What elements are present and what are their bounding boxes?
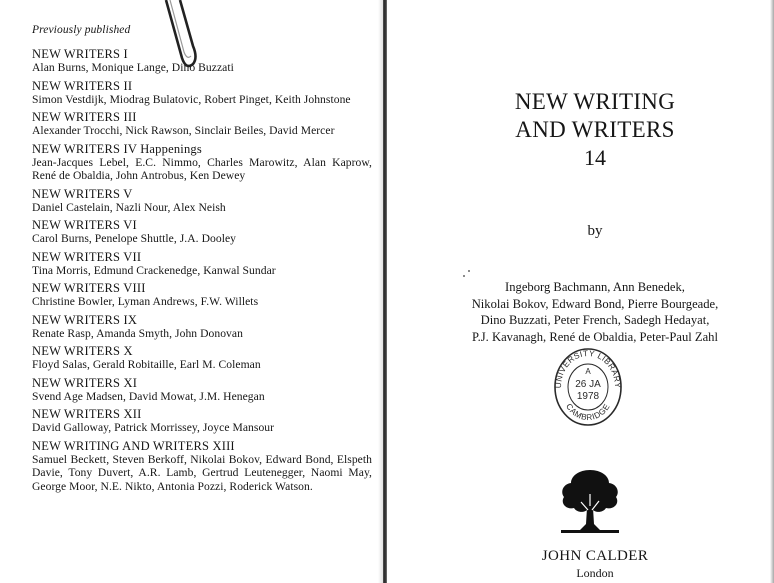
stamp-year: 1978 [576, 391, 600, 402]
volume-entry [32, 218, 372, 246]
volume-authors: Alan Burns, Monique Lange, Dino Buzzati [32, 61, 234, 74]
volume-title: NEW WRITERS II [32, 78, 133, 93]
title-line-2: AND WRITERS [515, 117, 675, 142]
volume-authors: Daniel Castelain, Nazli Nour, Alex Neish [32, 200, 226, 214]
contributor-line: Dino Buzzati, Peter French, Sadegh Hedayat, [480, 313, 710, 327]
volume-entry [32, 313, 372, 341]
volume-title: NEW WRITERS VIII [32, 281, 146, 295]
volume-title: NEW WRITERS XI [32, 375, 138, 390]
stamp-top-text: UNIVERSITY LIBRARY [553, 348, 623, 389]
paper-clip-icon [160, 0, 200, 72]
book-gutter [383, 0, 387, 583]
contributor-line: Nikolai Bokov, Edward Bond, Pierre Bourgeade, [471, 296, 719, 311]
stamp-date: 26 JA [575, 379, 601, 390]
volume-authors: Samuel Beckett, Steven Berkoff, Nikolai Bokov, Edward Bond, Elspeth Davie, Tony Duvert, A.R. Lamb, Gertrud Leutenegger, Naomi May, George Moor, N.E. Nikto, Antonia Pozzi, Roderick Watson. [32, 452, 372, 493]
volume-title: NEW WRITERS VII [32, 249, 142, 264]
volume-entry [32, 344, 372, 372]
volume-number: 14 [584, 145, 606, 170]
page-edge [770, 0, 774, 583]
volume-authors: Christine Bowler, Lyman Andrews, F.W. Willets [32, 295, 259, 308]
volume-entry [32, 439, 372, 494]
volume-title: NEW WRITERS V [32, 186, 133, 201]
book-title [420, 88, 770, 171]
volume-title: NEW WRITERS VI [32, 218, 137, 232]
volume-authors: Jean-Jacques Lebel, E.C. Nimmo, Charles Marowitz, Alan Kaprow, René de Obaldia, John Antrobus, Ken Dewey [32, 155, 372, 182]
volume-authors: Svend Age Madsen, David Mowat, J.M. Henegan [32, 389, 265, 403]
contributor-line: P.J. Kavanagh, René de Obaldia, Peter-Paul Zahl [472, 329, 718, 344]
publisher-city: London [576, 566, 614, 580]
volume-authors: Tina Morris, Edmund Crackenedge, Kanwal Sundar [32, 263, 276, 277]
title-line-1: NEW WRITING [514, 89, 676, 114]
volume-entry [32, 407, 372, 435]
previously-published-heading: Previously published [32, 24, 131, 36]
contributor-line: Ingeborg Bachmann, Ann Benedek, [505, 280, 685, 294]
by-label: by [587, 223, 603, 239]
previously-published-page [32, 24, 372, 497]
volume-entry [32, 376, 372, 404]
volume-entry [32, 142, 372, 183]
tree-logo-icon [559, 466, 621, 536]
volume-title: NEW WRITING AND WRITERS XIII [32, 438, 235, 453]
volume-entry [32, 281, 372, 309]
volume-authors: Carol Burns, Penelope Shuttle, J.A. Dooley [32, 232, 237, 245]
previous-volumes-list [32, 47, 372, 493]
stamp-bottom-text: CAMBRIDGE [564, 402, 612, 423]
publisher-name: JOHN CALDER [541, 548, 649, 564]
print-speck [463, 275, 465, 277]
volume-authors: Floyd Salas, Gerald Robitaille, Earl M. Coleman [32, 358, 261, 371]
volume-authors: Simon Vestdijk, Miodrag Bulatovic, Robert Pinget, Keith Johnstone [32, 92, 351, 106]
volume-title: NEW WRITERS III [32, 110, 137, 124]
contributors-list [420, 279, 770, 345]
volume-title: NEW WRITERS XII [32, 407, 142, 421]
volume-entry [32, 110, 372, 138]
volume-entry [32, 187, 372, 215]
print-speck [468, 270, 470, 272]
volume-authors: David Galloway, Patrick Morrissey, Joyce Mansour [32, 421, 275, 434]
volume-entry [32, 250, 372, 278]
volume-title: NEW WRITERS IV Happenings [32, 141, 202, 156]
volume-authors: Alexander Trocchi, Nick Rawson, Sinclair Beiles, David Mercer [32, 124, 335, 137]
volume-entry [32, 79, 372, 107]
stamp-letter: A [585, 367, 591, 376]
volume-title: NEW WRITERS X [32, 344, 133, 358]
volume-title: NEW WRITERS IX [32, 312, 138, 327]
volume-entry [32, 47, 372, 75]
volume-title: NEW WRITERS I [32, 47, 128, 61]
library-stamp [551, 343, 625, 427]
volume-authors: Renate Rasp, Amanda Smyth, John Donovan [32, 326, 243, 340]
